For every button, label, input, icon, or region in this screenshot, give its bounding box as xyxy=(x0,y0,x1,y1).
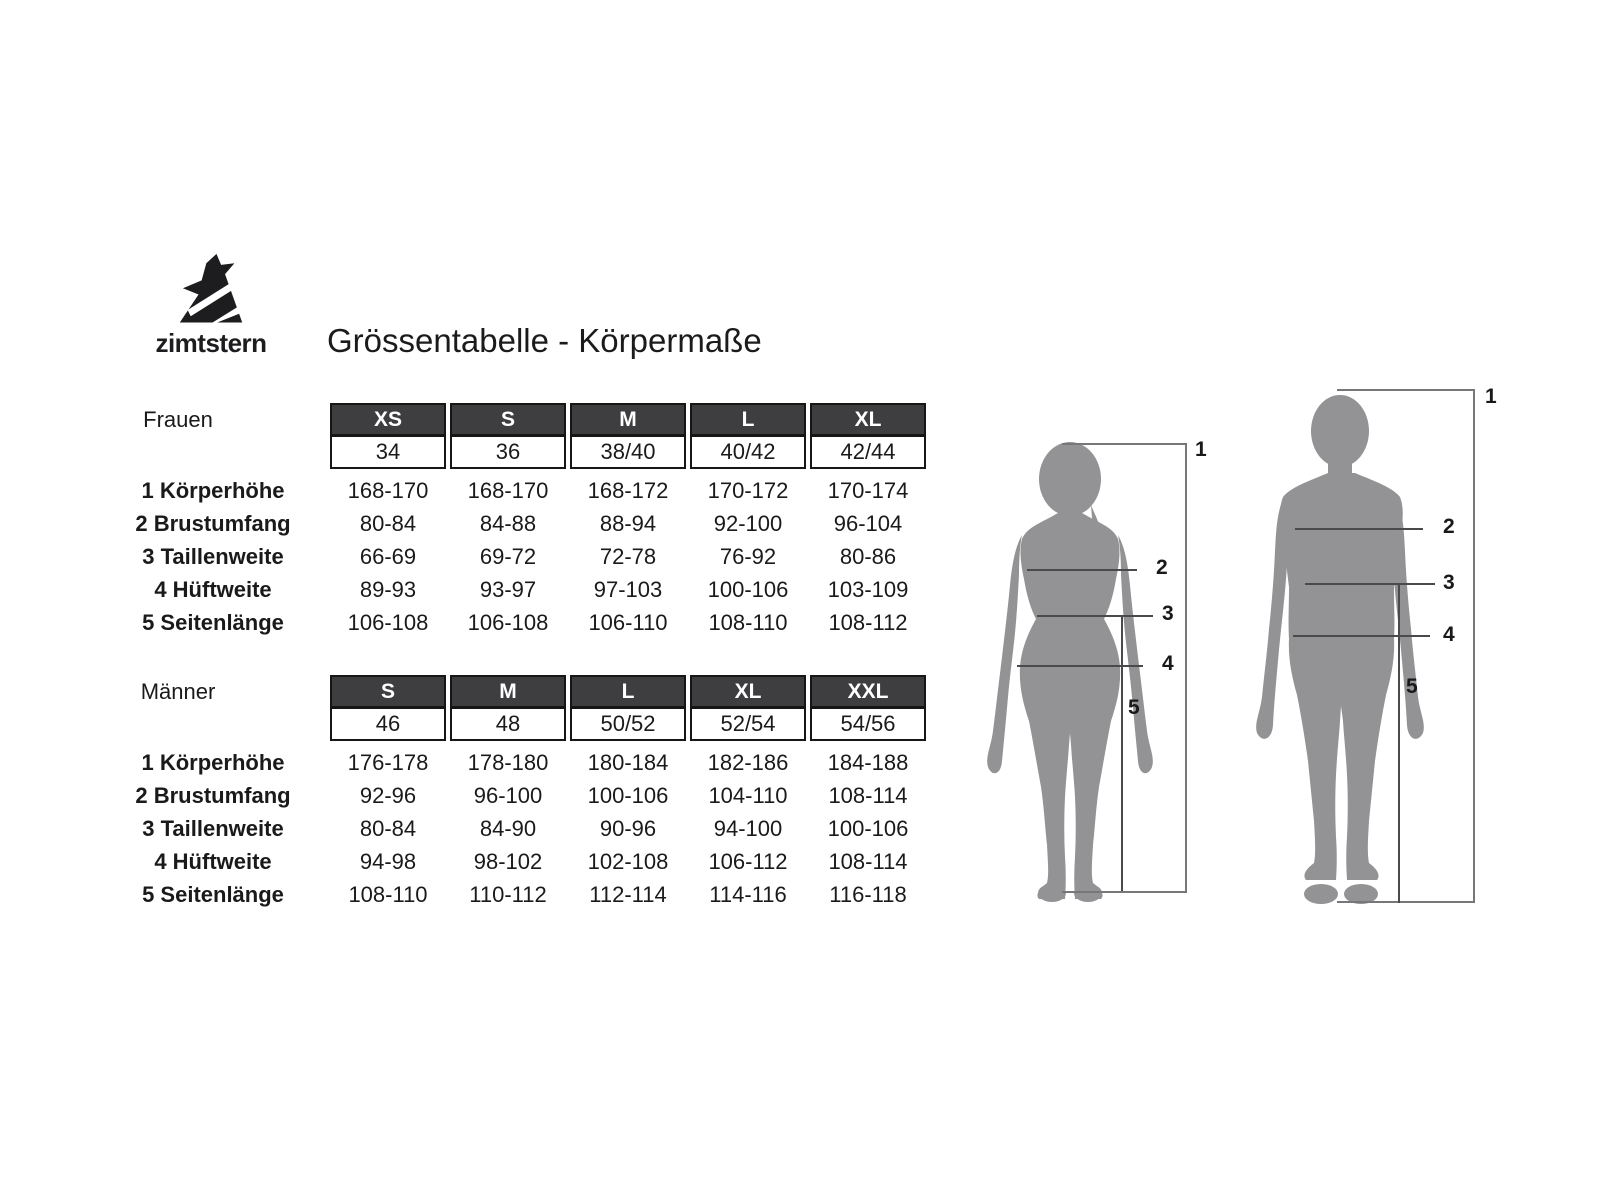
measure-value-cell: 180-184 xyxy=(587,749,669,775)
size-header-cell: XL xyxy=(810,403,926,436)
height-bracket-side xyxy=(1185,443,1187,893)
measure-row-label: 4 Hüftweite xyxy=(154,576,272,602)
eu-size-cell: 34 xyxy=(330,436,446,469)
measure-value-cell: 84-90 xyxy=(479,815,537,841)
measure-value-cell: 93-97 xyxy=(479,576,537,602)
measure-value-cell: 108-110 xyxy=(708,609,788,635)
measure-value-cell: 94-98 xyxy=(359,848,417,874)
measure-value-cell: 100-106 xyxy=(827,815,909,841)
waist-line xyxy=(1037,615,1153,617)
height-bracket-top xyxy=(1062,443,1187,445)
size-header-cell: M xyxy=(570,403,686,436)
marker-chest: 2 xyxy=(1443,515,1455,538)
measure-value-cell: 100-106 xyxy=(707,576,789,602)
female-silhouette xyxy=(975,435,1165,905)
measure-value-cell: 92-100 xyxy=(713,510,783,536)
measure-value-cell: 112-114 xyxy=(589,881,667,907)
measure-value-cell: 106-110 xyxy=(588,609,668,635)
measure-value-cell: 106-112 xyxy=(708,848,788,874)
measure-value-cell: 92-96 xyxy=(359,782,417,808)
measure-value-cell: 80-84 xyxy=(359,815,417,841)
measure-value-cell: 89-93 xyxy=(359,576,417,602)
men-group-label: Männer xyxy=(140,678,216,704)
measure-row-label: 4 Hüftweite xyxy=(154,848,272,874)
eu-size-cell: 48 xyxy=(450,708,566,741)
measure-value-cell: 114-116 xyxy=(709,881,787,907)
size-header-cell: S xyxy=(330,675,446,708)
marker-hip: 4 xyxy=(1162,652,1174,675)
measure-value-cell: 108-114 xyxy=(828,848,908,874)
marker-side-length: 5 xyxy=(1406,675,1418,698)
waist-line xyxy=(1305,583,1435,585)
measure-value-cell: 108-112 xyxy=(828,609,908,635)
measure-value-cell: 108-114 xyxy=(828,782,908,808)
marker-waist: 3 xyxy=(1162,602,1174,625)
hip-line xyxy=(1017,665,1143,667)
measure-row-label: 1 Körperhöhe xyxy=(141,749,285,775)
measure-value-cell: 102-108 xyxy=(587,848,669,874)
measure-value-cell: 184-188 xyxy=(827,749,909,775)
male-silhouette xyxy=(1247,391,1437,906)
measure-value-cell: 103-109 xyxy=(827,576,909,602)
measure-value-cell: 88-94 xyxy=(599,510,657,536)
marker-height: 1 xyxy=(1195,438,1207,461)
measure-row-label: 1 Körperhöhe xyxy=(141,477,285,503)
measure-value-cell: 66-69 xyxy=(359,543,417,569)
measure-value-cell: 97-103 xyxy=(593,576,663,602)
men-size-table xyxy=(98,675,928,911)
measure-value-cell: 96-100 xyxy=(473,782,543,808)
female-measurement-diagram xyxy=(975,435,1225,905)
eu-size-cell: 38/40 xyxy=(570,436,686,469)
measure-value-cell: 80-86 xyxy=(839,543,897,569)
measure-value-cell: 98-102 xyxy=(473,848,543,874)
measure-value-cell: 72-78 xyxy=(599,543,657,569)
side-length-line xyxy=(1398,583,1400,903)
measure-row-label: 5 Seitenlänge xyxy=(142,881,284,907)
page-title: Grössentabelle - Körpermaße xyxy=(327,322,762,359)
marker-hip: 4 xyxy=(1443,623,1455,646)
marker-height: 1 xyxy=(1485,385,1497,408)
measure-row-label: 2 Brustumfang xyxy=(135,782,291,808)
measure-value-cell: 80-84 xyxy=(359,510,417,536)
measure-row-label: 3 Taillenweite xyxy=(142,815,284,841)
measure-value-cell: 170-172 xyxy=(707,477,789,503)
women-group-label: Frauen xyxy=(143,406,213,432)
height-bracket-bottom xyxy=(1062,891,1187,893)
side-length-line xyxy=(1121,615,1123,891)
chest-line xyxy=(1295,528,1423,530)
brand-logo xyxy=(155,250,267,358)
measure-value-cell: 178-180 xyxy=(467,749,549,775)
brand-wordmark: zimtstern xyxy=(155,328,267,358)
measure-row-label: 3 Taillenweite xyxy=(142,543,284,569)
eu-size-cell: 46 xyxy=(330,708,446,741)
size-header-cell: L xyxy=(570,675,686,708)
eu-size-cell: 42/44 xyxy=(810,436,926,469)
measure-value-cell: 84-88 xyxy=(479,510,537,536)
height-bracket-side xyxy=(1473,389,1475,903)
male-measurement-diagram xyxy=(1245,380,1510,915)
measure-value-cell: 116-118 xyxy=(829,881,907,907)
height-bracket-top xyxy=(1337,389,1475,391)
empty-cell xyxy=(98,708,328,741)
size-header-cell: M xyxy=(450,675,566,708)
hip-line xyxy=(1293,635,1430,637)
measure-value-cell: 168-170 xyxy=(347,477,429,503)
eu-size-cell: 40/42 xyxy=(690,436,806,469)
measure-value-cell: 69-72 xyxy=(479,543,537,569)
measure-value-cell: 168-172 xyxy=(587,477,669,503)
measure-row-label: 2 Brustumfang xyxy=(135,510,291,536)
measure-value-cell: 106-108 xyxy=(347,609,429,635)
eu-size-cell: 36 xyxy=(450,436,566,469)
empty-cell xyxy=(98,436,328,469)
eu-size-cell: 50/52 xyxy=(570,708,686,741)
size-header-cell: L xyxy=(690,403,806,436)
measure-value-cell: 100-106 xyxy=(587,782,669,808)
eu-size-cell: 52/54 xyxy=(690,708,806,741)
size-header-cell: XS xyxy=(330,403,446,436)
marker-waist: 3 xyxy=(1443,571,1455,594)
measure-value-cell: 96-104 xyxy=(833,510,903,536)
measure-value-cell: 106-108 xyxy=(467,609,549,635)
measure-value-cell: 94-100 xyxy=(713,815,783,841)
measure-value-cell: 182-186 xyxy=(707,749,789,775)
measure-value-cell: 108-110 xyxy=(348,881,428,907)
marker-side-length: 5 xyxy=(1128,696,1140,719)
measure-value-cell: 170-174 xyxy=(827,477,909,503)
size-header-cell: XXL xyxy=(810,675,926,708)
height-bracket-bottom xyxy=(1337,901,1475,903)
size-header-cell: S xyxy=(450,403,566,436)
measure-value-cell: 168-170 xyxy=(467,477,549,503)
size-header-cell: XL xyxy=(690,675,806,708)
measure-row-label: 5 Seitenlänge xyxy=(142,609,284,635)
chest-line xyxy=(1027,569,1137,571)
measure-value-cell: 76-92 xyxy=(719,543,777,569)
measure-value-cell: 104-110 xyxy=(708,782,788,808)
women-size-table xyxy=(98,403,928,639)
zimtstern-star-icon xyxy=(172,250,250,328)
measure-value-cell: 110-112 xyxy=(469,881,547,907)
measure-value-cell: 90-96 xyxy=(599,815,657,841)
measure-value-cell: 176-178 xyxy=(347,749,429,775)
eu-size-cell: 54/56 xyxy=(810,708,926,741)
marker-chest: 2 xyxy=(1156,556,1168,579)
